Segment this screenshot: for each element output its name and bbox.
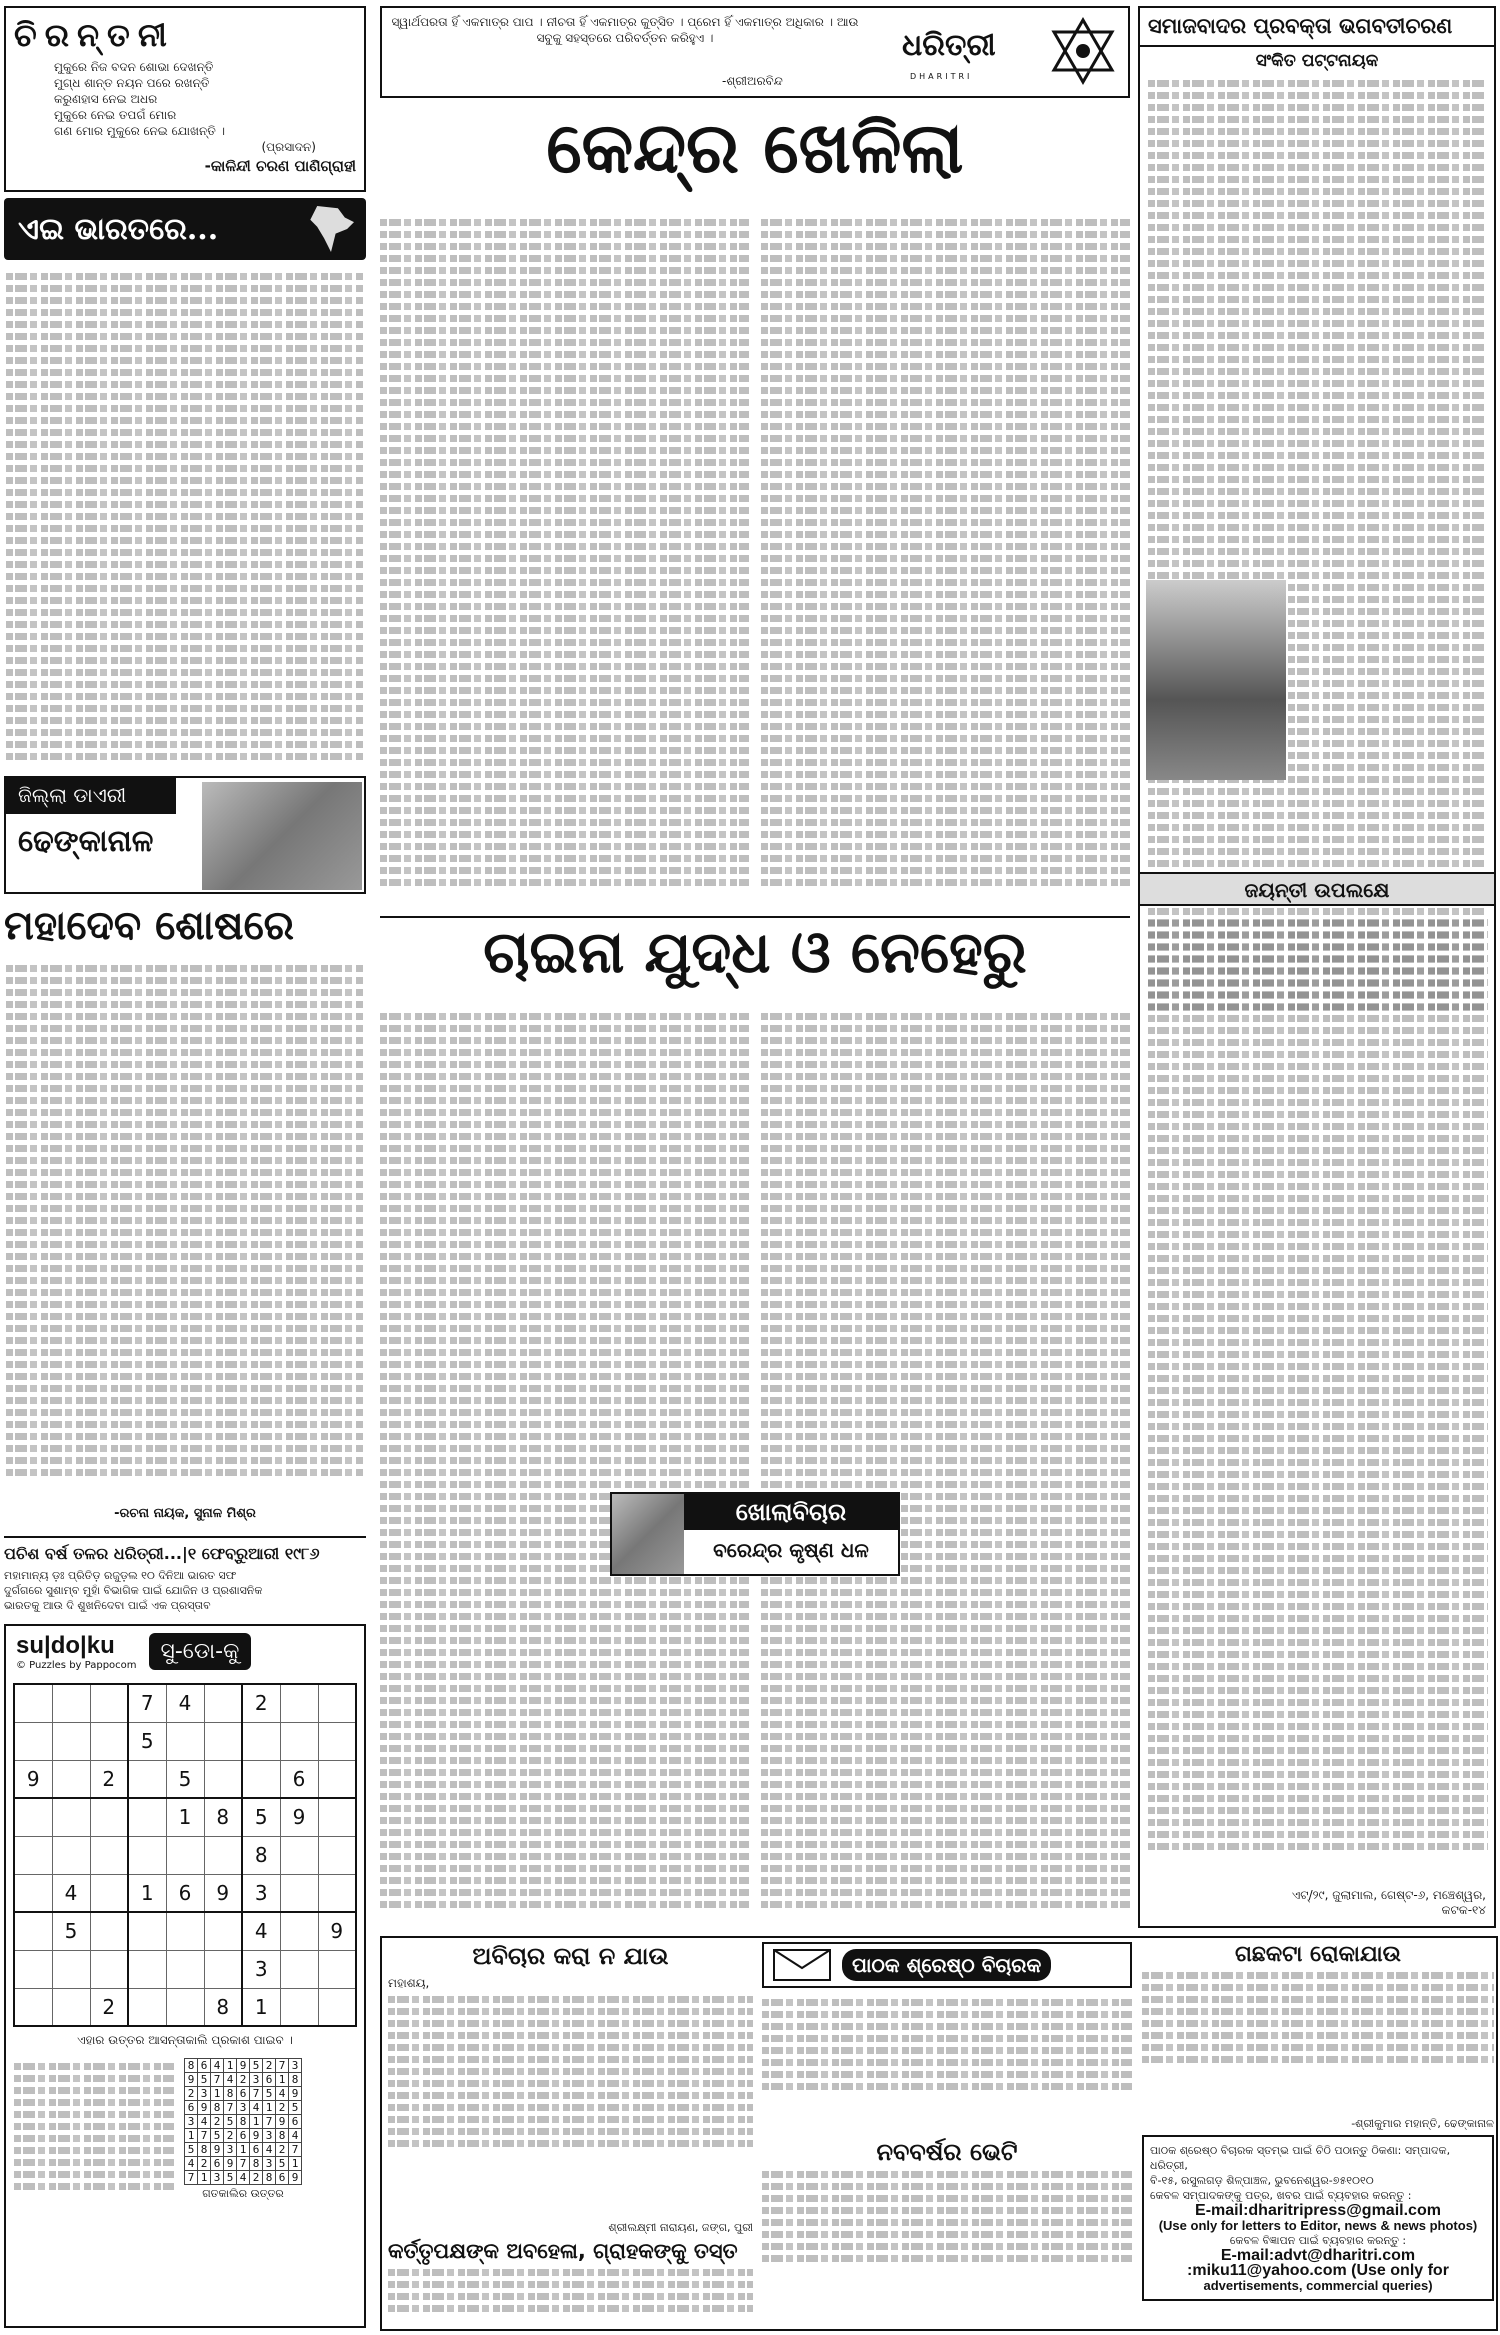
samajbad-box (1138, 6, 1496, 1928)
sudoku-cell (166, 1836, 204, 1874)
pachis-barsha-title: ପଚିଶ ବର୍ଷ ତଳର ଧରିତ୍ରୀ...|୧ ଫେବ୍ରୁଆରୀ ୧୯୮୬ (4, 1544, 320, 1563)
poem-author: -କାଳିନ୍ଦୀ ଚରଣ ପାଣିଗ୍ରାହୀ (204, 157, 356, 175)
sudoku-cell: 6 (166, 1874, 204, 1912)
sudoku-cell (14, 1912, 52, 1950)
sudoku-cell (204, 1912, 242, 1950)
envelope-icon (772, 1948, 832, 1982)
solution-cell: 2 (224, 2129, 237, 2143)
solution-cell: 3 (263, 2129, 276, 2143)
sudoku-cell (128, 1912, 166, 1950)
pathak-banner (762, 1942, 1132, 1988)
gadhkata-signer: -ଶ୍ରୀକୁମାର ମହାନ୍ତି, ଢେଙ୍କାନାଳ (1351, 2117, 1494, 2130)
solution-cell: 1 (276, 2073, 289, 2087)
solution-cell: 8 (237, 2115, 250, 2129)
solution-row (185, 2087, 302, 2101)
solution-cell: 7 (276, 2059, 289, 2073)
solution-cell: 4 (211, 2059, 224, 2073)
sudoku-cell: 8 (204, 1988, 242, 2026)
sudoku-cell: 6 (280, 1760, 318, 1798)
sudoku-cell: 1 (128, 1874, 166, 1912)
solution-cell: 1 (263, 2101, 276, 2115)
solution-cell: 9 (289, 2087, 302, 2101)
pachis-item: ମହାମାନ୍ୟ ଡ଼ଃ ପ୍ରିତିଡ଼ ରଜୁଡ଼ଲ ୧୦ ଦିନିଆ ଭାରତ ସଫ (4, 1569, 237, 1582)
karta-title: କର୍ତ୍ତୃପକ୍ଷଙ୍କ ଅବହେଳା, ଗ୍ରାହକଙ୍କୁ ତସ୍ତ (388, 2239, 738, 2263)
author-address: ଏଟ୍/୨୯, ଜୁଲାମାଲ, ଗେଷ୍ଟ-୬, ମଞ୍ଚେଶ୍ୱର, କଟକ-୧୪ (1291, 1888, 1486, 1917)
left-column (0, 0, 370, 2335)
sudoku-cell (318, 1722, 356, 1760)
solution-cell: 6 (198, 2059, 211, 2073)
sudoku-brand: su|do|ku (16, 1632, 115, 1659)
solution-cell: 7 (250, 2087, 263, 2101)
solution-row (185, 2073, 302, 2087)
sudoku-cell: 4 (242, 1912, 280, 1950)
sudoku-cell (128, 1836, 166, 1874)
solution-cell: 7 (237, 2157, 250, 2171)
headline-kendra-khelila: କେନ୍ଦ୍ର ଖେଳିଲା (546, 106, 964, 189)
sudoku-cell (14, 1722, 52, 1760)
solution-cell: 4 (250, 2101, 263, 2115)
sudoku-cell: 1 (166, 1798, 204, 1836)
solution-row (185, 2129, 302, 2143)
abichar-title: ଅବିଚାର କରା ନ ଯାଉ (472, 1942, 669, 1970)
pachis-item: ଦୁର୍ଗଗରେ ସୁଶାମ୍ବ ମୁହାଁ ବିଭାଗିକ ପାଇଁ ଯୋଜିନ ଓ ପ୍ରଶାସନିକ (4, 1584, 263, 1597)
abichar-letter (388, 1942, 753, 2327)
sudoku-cell: 9 (14, 1760, 52, 1798)
solution-cell: 6 (237, 2087, 250, 2101)
sudoku-cell (128, 1760, 166, 1798)
sudoku-cell: 8 (242, 1836, 280, 1874)
sudoku-cell (14, 1950, 52, 1988)
sudoku-cell: 9 (280, 1798, 318, 1836)
solution-cell: 7 (198, 2129, 211, 2143)
sudoku-cell: 4 (52, 1874, 90, 1912)
sudoku-row (14, 1950, 356, 1988)
sudoku-cell (204, 1684, 242, 1722)
solution-cell: 8 (211, 2101, 224, 2115)
sudoku-cell: 9 (204, 1874, 242, 1912)
sudoku-cell (318, 1798, 356, 1836)
solution-cell: 5 (250, 2059, 263, 2073)
solution-cell: 6 (185, 2101, 198, 2115)
sudoku-brand-credit: © Puzzles by Pappocom (16, 1660, 137, 1671)
sudoku-cell (166, 1912, 204, 1950)
solution-cell: 4 (289, 2129, 302, 2143)
sudoku-cell (90, 1836, 128, 1874)
sudoku-cell: 9 (318, 1912, 356, 1950)
solution-cell: 5 (224, 2171, 237, 2185)
column-name: ଖୋଲାବିଚାର (684, 1494, 898, 1530)
sudoku-cell: 4 (166, 1684, 204, 1722)
solution-cell: 4 (276, 2087, 289, 2101)
poem-line: (ପ୍ରସାଦନ) (261, 140, 316, 154)
samajbad-text-2 (1148, 914, 1488, 1884)
solution-cell: 2 (185, 2087, 198, 2101)
jayanti-banner: ଜୟନ୍ତୀ ଉପଲକ୍ଷେ (1140, 872, 1494, 906)
sudoku-cell (52, 1760, 90, 1798)
solution-cell: 7 (211, 2073, 224, 2087)
masthead-logo: ଧରିତ୍ରୀ (902, 28, 996, 63)
mahadev-headline: ମହାଦେବ ଶୋଷରେ (4, 902, 294, 949)
solution-cell: 7 (289, 2143, 302, 2157)
poem-line: ମୁଗ୍ଧ ଶାନ୍ତ ନୟନ ପରେ ରଖନ୍ତି (54, 76, 210, 90)
solution-cell: 4 (263, 2143, 276, 2157)
masthead-quote: ସ୍ୱାର୍ଥପରତା ହିଁ ଏକମାତ୍ର ପାପ । ନୀଚତା ହିଁ ଏକମାତ୍ର କୁତ୍ସିତ । ପ୍ରେମ ହିଁ ଏକମାତ୍ର ଅଧିକାର । ଆଉ ସବୁକୁ ସହସ୍ତରେ ପରିବର୍ତ୍ତନ କରିହୁଏ । (391, 15, 859, 45)
sudoku-cell: 5 (242, 1798, 280, 1836)
sudoku-row (14, 1874, 356, 1912)
temple-photo (202, 782, 362, 890)
pathak-title: ପାଠକ ଶ୍ରେଷ୍ଠ ବିଚାରକ (842, 1949, 1051, 1981)
pachis-barsha-box (4, 1530, 366, 1622)
sudoku-cell (52, 1684, 90, 1722)
sudoku-cell (90, 1798, 128, 1836)
ei-bharatare-banner (4, 198, 366, 260)
sudoku-cell (90, 1722, 128, 1760)
solution-cell: 1 (211, 2087, 224, 2101)
pathak-letters (762, 1942, 1132, 2327)
contact-box (1142, 2135, 1494, 2301)
contact-note1: କେବଳ ସମ୍ପାଦକଙ୍କୁ ପତ୍ର, ଖବର ପାଇଁ ବ୍ୟବହାର କରନ୍ତୁ : (1150, 2189, 1412, 2202)
sudoku-cell (280, 1874, 318, 1912)
solution-cell: 4 (237, 2171, 250, 2185)
pachis-item: ଭାରତକୁ ଆଉ ଦି ଶୁଖନିଦେବା ପାଇଁ ଏକ ପ୍ରସ୍ତାବ (4, 1599, 211, 1612)
sudoku-cell (280, 1684, 318, 1722)
solution-cell: 3 (263, 2157, 276, 2171)
karta-signer: ଶ୍ରୀଲକ୍ଷ୍ମୀ ନାରାୟଣ, ଜଙ୍ଗ, ପୁରୀ (608, 2221, 753, 2234)
sudoku-instructions (14, 2058, 174, 2258)
solution-cell: 9 (289, 2171, 302, 2185)
solution-cell: 2 (276, 2143, 289, 2157)
district-diary-box (4, 776, 366, 894)
sudoku-cell (52, 1722, 90, 1760)
bhagabati-charan-portrait (1146, 580, 1286, 780)
solution-cell: 9 (211, 2143, 224, 2157)
solution-cell: 6 (211, 2157, 224, 2171)
sudoku-cell (90, 1912, 128, 1950)
poem-title: ଚିରନ୍ତନୀ (14, 16, 175, 54)
solution-cell: 9 (198, 2101, 211, 2115)
solution-cell: 3 (237, 2101, 250, 2115)
sudoku-cell: 2 (90, 1988, 128, 2026)
sudoku-cell (318, 1950, 356, 1988)
india-map-icon (308, 206, 354, 252)
masthead-quote-author: -ଶ୍ରୀଅରବିନ୍ଦ (722, 74, 783, 88)
sudoku-row (14, 1912, 356, 1950)
solution-row (185, 2171, 302, 2185)
solution-cell: 2 (211, 2115, 224, 2129)
sudoku-cell (318, 1988, 356, 2026)
ei-bharatare-credit: -ରଚନା ନାୟକ, ସୁନାଳ ମିଶ୍ର (114, 1506, 256, 1521)
sudoku-cell: 7 (128, 1684, 166, 1722)
solution-cell: 6 (263, 2073, 276, 2087)
solution-title: ଗତକାଲିର ଉତ୍ତର (202, 2187, 284, 2200)
solution-cell: 2 (276, 2101, 289, 2115)
solution-cell: 1 (289, 2157, 302, 2171)
china-story (380, 1008, 1130, 1932)
solution-cell: 5 (185, 2143, 198, 2157)
solution-cell: 9 (276, 2115, 289, 2129)
solution-row (185, 2101, 302, 2115)
poem-line: ଗଣ ମୋର ମୁକୁରେ ନେଇ ଯୋଖନ୍ତି । (54, 124, 226, 138)
sudoku-cell (52, 1988, 90, 2026)
solution-cell: 3 (211, 2171, 224, 2185)
sudoku-cell (204, 1760, 242, 1798)
poem-line: ମୁକୁରେ ନିଜ ବଦନ ଶୋଭା ଦେଖନ୍ତି (54, 60, 214, 74)
abichar-salutation: ମହାଶୟ, (388, 1976, 430, 1990)
solution-cell: 8 (224, 2087, 237, 2101)
solution-cell: 8 (198, 2143, 211, 2157)
sudoku-cell: 8 (204, 1798, 242, 1836)
letters-section (380, 1936, 1498, 2331)
solution-cell: 9 (250, 2129, 263, 2143)
gadhkata-letter (1142, 1942, 1494, 2327)
sudoku-answer-note: ଏହାର ଉତ୍ତର ଆସନ୍ତାକାଲି ପ୍ରକାଶ ପାଇବ । (77, 2033, 293, 2047)
solution-cell: 1 (198, 2171, 211, 2185)
sudoku-cell (128, 1988, 166, 2026)
solution-cell: 4 (198, 2115, 211, 2129)
sudoku-cell: 5 (166, 1760, 204, 1798)
solution-cell: 6 (276, 2171, 289, 2185)
solution-cell: 2 (198, 2157, 211, 2171)
khola-bichar-box (610, 1492, 900, 1576)
poem-line: କରୁଣହାସ ନେଇ ଅଧର (54, 92, 158, 106)
sudoku-cell (52, 1798, 90, 1836)
column-author: ବରେନ୍ଦ୍ର କୃଷ୍ଣ ଧଳ (713, 1538, 869, 1562)
sudoku-cell (128, 1950, 166, 1988)
sudoku-cell (166, 1950, 204, 1988)
solution-cell: 7 (263, 2115, 276, 2129)
sudoku-cell: 5 (128, 1722, 166, 1760)
sudoku-row (14, 1836, 356, 1874)
sudoku-cell (128, 1798, 166, 1836)
masthead-logo-sub: DHARITRI (910, 72, 973, 81)
sudoku-cell (280, 1912, 318, 1950)
samajbad-author: ସଂକିତ ପଟ୍ଟନାୟକ (1255, 51, 1379, 71)
gadhkata-title: ଗଛକଟା ରୋକାଯାଉ (1235, 1942, 1401, 1967)
solution-row (185, 2143, 302, 2157)
sudoku-cell (14, 1988, 52, 2026)
solution-cell: 1 (237, 2143, 250, 2157)
solution-cell: 3 (185, 2115, 198, 2129)
solution-cell: 5 (198, 2073, 211, 2087)
columnist-photo (612, 1494, 684, 1574)
district-diary-label: ଜିଲ୍ଲା ଡାଏରୀ (6, 778, 176, 814)
solution-cell: 8 (289, 2073, 302, 2087)
sudoku-cell (318, 1874, 356, 1912)
solution-cell: 4 (185, 2157, 198, 2171)
district-name: ଢେଙ୍କାନାଳ (18, 824, 154, 859)
solution-cell: 9 (237, 2059, 250, 2073)
solution-cell: 1 (224, 2059, 237, 2073)
sudoku-cell (318, 1684, 356, 1722)
samajbad-title: ସମାଜବାଦର ପ୍ରବକ୍ତା ଭଗବତୀଚରଣ (1140, 8, 1494, 47)
sudoku-cell (242, 1760, 280, 1798)
solution-cell: 9 (185, 2073, 198, 2087)
contact-note2: କେବଳ ବିଜ୍ଞାପନ ପାଇଁ ବ୍ୟବହାର କରନ୍ତୁ : (1229, 2234, 1407, 2247)
masthead (380, 6, 1130, 98)
solution-cell: 1 (250, 2115, 263, 2129)
previous-solution-grid (184, 2058, 302, 2185)
sudoku-cell (318, 1836, 356, 1874)
sudoku-cell (52, 1836, 90, 1874)
sudoku-cell: 5 (52, 1912, 90, 1950)
solution-cell: 3 (250, 2073, 263, 2087)
sudoku-row (14, 1684, 356, 1722)
solution-cell: 3 (289, 2059, 302, 2073)
advt-email-alt[interactable]: :miku11@yahoo.com (Use only for (1187, 2262, 1449, 2279)
sudoku-cell (280, 1988, 318, 2026)
solution-cell: 5 (211, 2129, 224, 2143)
solution-cell: 6 (250, 2143, 263, 2157)
editor-email[interactable]: E-mail:dharitripress@gmail.com (1195, 2202, 1441, 2219)
sudoku-cell (14, 1874, 52, 1912)
sudoku-cell: 2 (90, 1760, 128, 1798)
sudoku-row (14, 1722, 356, 1760)
mahadev-text (6, 960, 364, 1500)
solution-cell: 5 (224, 2115, 237, 2129)
sudoku-cell: 2 (242, 1684, 280, 1722)
editor-email-note: (Use only for letters to Editor, news & news photos) (1158, 2218, 1478, 2233)
solution-cell: 7 (224, 2101, 237, 2115)
sudoku-box (4, 1624, 366, 2328)
sudoku-cell (166, 1722, 204, 1760)
solution-cell: 6 (289, 2115, 302, 2129)
sudoku-cell (90, 1874, 128, 1912)
sudoku-cell (280, 1836, 318, 1874)
solution-row (185, 2059, 302, 2073)
solution-cell: 8 (276, 2129, 289, 2143)
sudoku-cell (204, 1950, 242, 1988)
advt-email-note: advertisements, commercial queries) (1203, 2278, 1433, 2293)
sudoku-cell (90, 1950, 128, 1988)
solution-cell: 8 (185, 2059, 198, 2073)
contact-intro: ପାଠକ ଶ୍ରେଷ୍ଠ ବିଚାରକ ସ୍ତମ୍ଭ ପାଇଁ ଚିଠି ପଠାନ୍ତୁ ଠିକଣା: ସମ୍ପାଦକ, ଧରିତ୍ରୀ, (1150, 2144, 1451, 2172)
solution-cell: 2 (237, 2073, 250, 2087)
solution-cell: 2 (263, 2059, 276, 2073)
solution-cell: 6 (237, 2129, 250, 2143)
solution-cell: 5 (289, 2101, 302, 2115)
sudoku-cell (14, 1798, 52, 1836)
sudoku-cell (52, 1950, 90, 1988)
kendra-story (380, 214, 1130, 908)
solution-row (185, 2157, 302, 2171)
solution-cell: 2 (250, 2171, 263, 2185)
headline-china-war-nehru: ଚାଇନା ଯୁଦ୍ଧ ଓ ନେହେରୁ (483, 918, 1027, 986)
solution-cell: 3 (198, 2087, 211, 2101)
sudoku-cell: 3 (242, 1874, 280, 1912)
solution-row (185, 2115, 302, 2129)
solution-cell: 3 (224, 2143, 237, 2157)
solution-cell: 5 (263, 2087, 276, 2101)
sudoku-cell: 1 (242, 1988, 280, 2026)
solution-cell: 1 (185, 2129, 198, 2143)
sudoku-cell (242, 1722, 280, 1760)
sudoku-cell (280, 1722, 318, 1760)
sudoku-cell (90, 1684, 128, 1722)
sudoku-cell (14, 1684, 52, 1722)
sudoku-row (14, 1760, 356, 1798)
sudoku-cell (318, 1760, 356, 1798)
contact-address: ବି-୧୫, ରସୁଲଗଡ଼ ଶିଳ୍ପାଞ୍ଚଳ, ଭୁବନେଶ୍ୱର-୭୫୧୦୧୦ (1150, 2174, 1374, 2187)
advt-email[interactable]: E-mail:advt@dharitri.com (1220, 2247, 1416, 2264)
solution-cell: 4 (224, 2073, 237, 2087)
sudoku-cell (166, 1988, 204, 2026)
solution-cell: 8 (250, 2157, 263, 2171)
sudoku-cell (204, 1836, 242, 1874)
ei-bharatare-text (6, 268, 364, 766)
poem-line: ମୁକୁରେ ନେଇ ତପଗଁ ମୋର (54, 108, 177, 122)
sudoku-cell (14, 1836, 52, 1874)
sudoku-title: ସୁ-ଡୋ-କୁ (149, 1633, 252, 1670)
solution-cell: 8 (263, 2171, 276, 2185)
sudoku-cell (280, 1950, 318, 1988)
solution-cell: 9 (224, 2157, 237, 2171)
star-of-david-logo (1048, 16, 1118, 86)
sudoku-grid (13, 1683, 357, 2027)
nababarsha-title: ନବବର୍ଷର ଭେଟି (876, 2138, 1018, 2166)
solution-cell: 7 (185, 2171, 198, 2185)
ei-bharatare-title: ଏଇ ଭାରତରେ... (18, 211, 219, 247)
sudoku-row (14, 1798, 356, 1836)
solution-cell: 5 (276, 2157, 289, 2171)
sudoku-cell: 3 (242, 1950, 280, 1988)
sudoku-cell (204, 1722, 242, 1760)
sudoku-row (14, 1988, 356, 2026)
poem-box (4, 6, 366, 192)
